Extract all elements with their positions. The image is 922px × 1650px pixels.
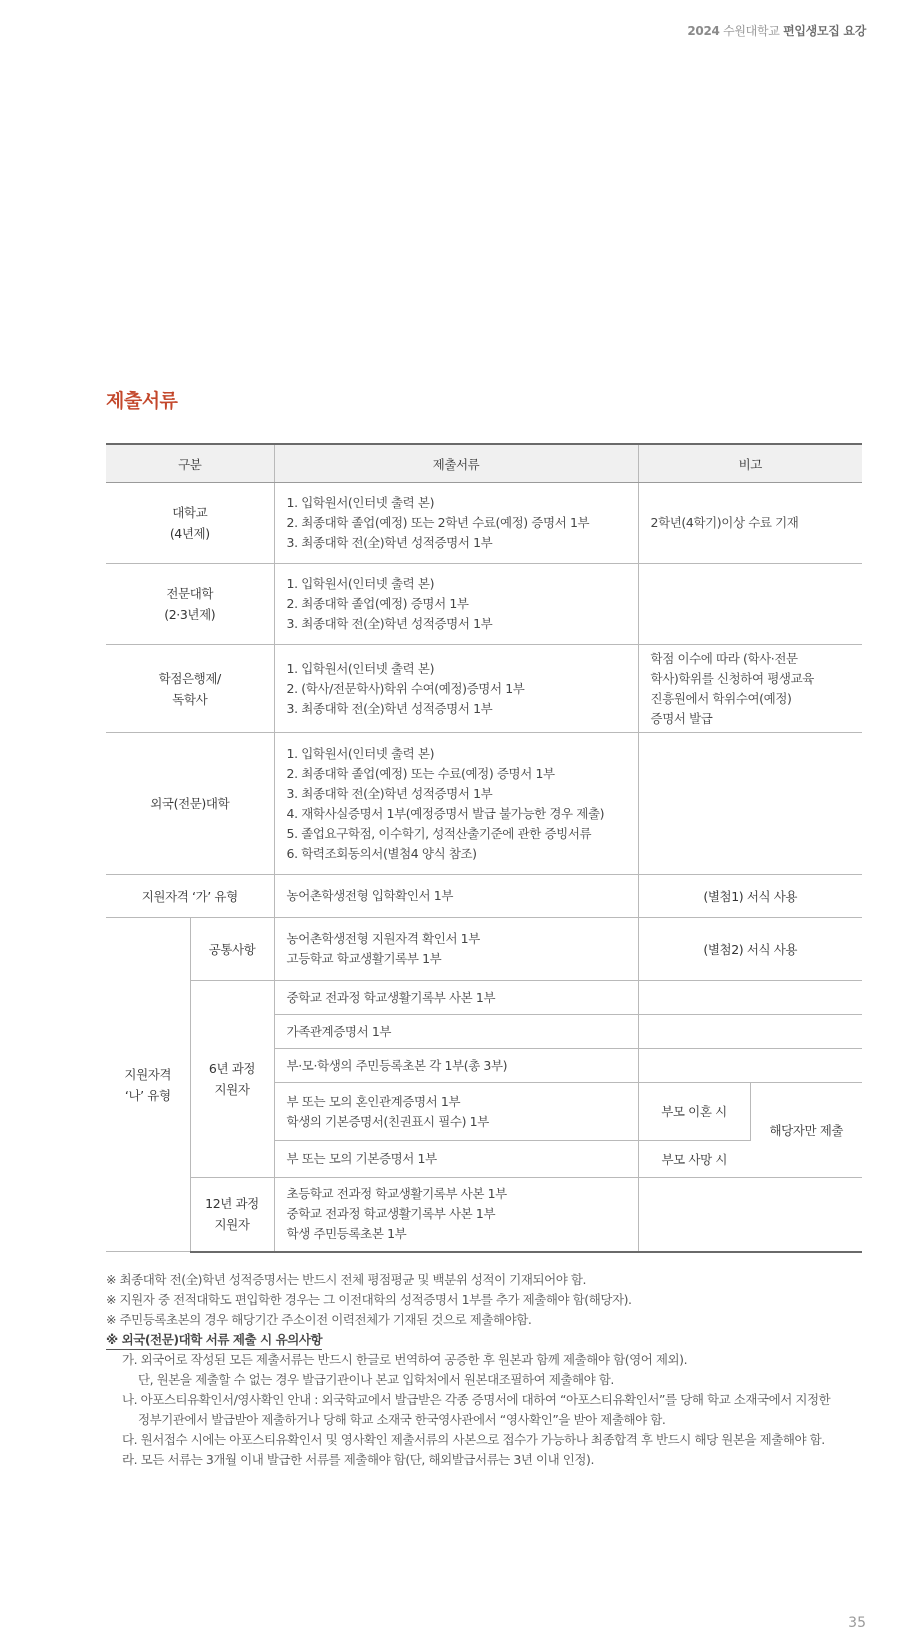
running-header (687, 22, 866, 39)
doc-item: 4. 재학사실증명서 1부(예정증명서 발급 불가능한 경우 제출) (286, 805, 605, 821)
row-label-university (106, 483, 274, 564)
row-label-type-na (106, 918, 190, 1252)
table-row (106, 981, 862, 1015)
note-credit-bank (638, 645, 862, 733)
header-doc-title: 편입생모집 요강 (783, 24, 866, 38)
note-prior-transfer: ※ 지원자 중 전적대학도 편입학한 경우는 그 이전대학의 성적증명서 1부를 추가 제출해야 함(해당자). (106, 1292, 632, 1307)
doc-item: 학생의 기본증명서(친권표시 필수) 1부 (286, 1113, 489, 1129)
doc-item: 중학교 전과정 학교생활기록부 사본 1부 (274, 981, 638, 1015)
table-row (106, 733, 862, 875)
empty-note (638, 1049, 862, 1083)
table-row (106, 483, 862, 564)
doc-item: 1. 입학원서(인터넷 출력 본) (286, 745, 435, 761)
sub-label-twelve-year (190, 1178, 274, 1252)
page-number: 35 (848, 1615, 866, 1631)
note-grade-certificate: ※ 최종대학 전(全)학년 성적증명서는 반드시 전체 평점평균 및 백분위 성적이 기재되어야 함. (106, 1272, 587, 1287)
docs-type-ga (274, 875, 638, 918)
note-resident-register: ※ 주민등록초본의 경우 해당기간 주소이전 이력전체가 기재된 것으로 제출해야함. (106, 1312, 532, 1327)
note-line: 진흥원에서 학위수여(예정) (650, 690, 792, 706)
empty-note (638, 1015, 862, 1049)
doc-item: 3. 최종대학 전(全)학년 성적증명서 1부 (286, 700, 493, 716)
label-line: 지원자격 (124, 1066, 172, 1082)
header-documents: 제출서류 (274, 444, 638, 483)
docs-college (274, 564, 638, 645)
note-divorce: 부모 이혼 시 (638, 1083, 750, 1141)
row-label-foreign: 외국(전문)대학 (106, 733, 274, 875)
doc-item: 농어촌학생전형 지원자격 확인서 1부 (286, 931, 480, 946)
doc-item: 1. 입학원서(인터넷 출력 본) (286, 576, 435, 591)
note-na-2: 정부기관에서 발급받아 제출하거나 당해 학교 소재국 한국영사관에서 “영사확인”을 받아 제출해야 함. (138, 1412, 666, 1427)
header-remarks: 비고 (638, 444, 862, 483)
label-line: 지원자 (214, 1217, 250, 1233)
doc-item: 부 또는 모의 혼인관계증명서 1부 (286, 1093, 461, 1109)
doc-item: 3. 최종대학 전(全)학년 성적증명서 1부 (286, 616, 493, 631)
empty-note (638, 981, 862, 1015)
row-label-college (106, 564, 274, 645)
docs-twelve-year (274, 1178, 638, 1252)
doc-item: 학생 주민등록초본 1부 (286, 1226, 407, 1242)
note-applicable-only: 해당자만 제출 (750, 1083, 862, 1178)
note-line: 학사)학위를 신청하여 평생교육 (650, 670, 814, 686)
docs-university (274, 483, 638, 564)
docs-foreign (274, 733, 638, 875)
docs-divorce (274, 1083, 638, 1141)
table-row (106, 564, 862, 645)
doc-item: 1. 입학원서(인터넷 출력 본) (286, 495, 435, 510)
label-line: 학점은행제/ (158, 670, 221, 686)
label-line: 독학사 (172, 691, 208, 707)
note-common: (별첨2) 서식 사용 (638, 918, 862, 981)
row-label-credit-bank (106, 645, 274, 733)
doc-item: 6. 학력조회동의서(별첨4 양식 참조) (286, 845, 477, 861)
table-row (106, 875, 862, 918)
doc-item: 5. 졸업요구학점, 이수학기, 성적산출기준에 관한 증빙서류 (286, 825, 592, 841)
documents-table (106, 443, 862, 1253)
label-line: 대학교 (172, 505, 208, 520)
note-type-ga: (별첨1) 서식 사용 (638, 875, 862, 918)
doc-item: 2. (학사/전문학사)학위 수여(예정)증명서 1부 (286, 680, 525, 696)
doc-item: 고등학교 학교생활기록부 1부 (286, 951, 442, 966)
doc-item: 2. 최종대학 졸업(예정) 또는 2학년 수료(예정) 증명서 1부 (286, 515, 590, 530)
note-college (638, 564, 862, 645)
header-year: 2024 (687, 24, 720, 38)
section-title: 제출서류 (106, 390, 178, 412)
docs-common (274, 918, 638, 981)
label-line: 전문대학 (166, 586, 214, 601)
doc-item: 가족관계증명서 1부 (274, 1015, 638, 1049)
note-ga-2: 단, 원본을 제출할 수 없는 경우 발급기관이나 본교 입학처에서 원본대조필하여 제출해야 함. (138, 1372, 614, 1387)
doc-item: 2. 최종대학 졸업(예정) 또는 수료(예정) 증명서 1부 (286, 765, 555, 781)
doc-item: 2. 최종대학 졸업(예정) 증명서 1부 (286, 596, 469, 611)
note-ra: 라. 모든 서류는 3개월 이내 발급한 서류를 제출해야 함(단, 해외발급서류는 3년 이내 인정). (122, 1452, 594, 1467)
notes-section (106, 1270, 866, 1470)
doc-item: 초등학교 전과정 학교생활기록부 사본 1부 (286, 1186, 507, 1202)
sub-label-six-year (190, 981, 274, 1178)
empty-note (638, 1178, 862, 1252)
foreign-notes-heading (106, 1330, 866, 1350)
label-line: (4년제) (169, 526, 210, 541)
note-line: 학점 이수에 따라 (학사·전문 (650, 650, 798, 666)
label-line: 지원자 (214, 1082, 250, 1097)
foreign-notes-heading-text: ※ 외국(전문)대학 서류 제출 시 유의사항 (106, 1331, 322, 1350)
doc-item: 3. 최종대학 전(全)학년 성적증명서 1부 (286, 785, 493, 801)
note-death: 부모 사망 시 (638, 1141, 750, 1178)
note-foreign (638, 733, 862, 875)
note-ga-1: 가. 외국어로 작성된 모든 제출서류는 반드시 한글로 번역하여 공증한 후 원본과 함께 제출해야 함(영어 제외). (122, 1352, 688, 1367)
doc-item: 부 또는 모의 기본증명서 1부 (274, 1141, 638, 1178)
doc-item: 중학교 전과정 학교생활기록부 사본 1부 (286, 1206, 496, 1222)
sub-label-common: 공통사항 (190, 918, 274, 981)
label-line: ‘나’ 유형 (124, 1087, 171, 1103)
doc-item: 1. 입학원서(인터넷 출력 본) (286, 660, 435, 676)
note-na-1: 나. 아포스티유확인서/영사확인 안내 : 외국학교에서 발급받은 각종 증명서에 대하여 “아포스티유확인서”를 당해 학교 소재국에서 지정한 (122, 1392, 831, 1407)
label-line: (2·3년제) (164, 607, 216, 622)
doc-item: 농어촌학생전형 입학확인서 1부 (286, 888, 453, 903)
label-line: 12년 과정 (205, 1196, 259, 1212)
label-line: 6년 과정 (208, 1061, 256, 1076)
doc-item: 부·모·학생의 주민등록초본 각 1부(총 3부) (274, 1049, 638, 1083)
table-header-row (106, 444, 862, 483)
doc-item: 3. 최종대학 전(全)학년 성적증명서 1부 (286, 535, 493, 550)
row-label-type-ga: 지원자격 ‘가’ 유형 (106, 875, 274, 918)
note-university: 2학년(4학기)이상 수료 기재 (638, 483, 862, 564)
docs-credit-bank (274, 645, 638, 733)
header-category: 구분 (106, 444, 274, 483)
table-row (106, 918, 862, 981)
table-row (106, 645, 862, 733)
note-da: 다. 원서접수 시에는 아포스티유확인서 및 영사확인 제출서류의 사본으로 접수가 가능하나 최종합격 후 반드시 해당 원본을 제출해야 함. (122, 1432, 825, 1447)
header-school: 수원대학교 (723, 24, 780, 38)
table-row (106, 1178, 862, 1252)
note-line: 증명서 발급 (650, 710, 713, 726)
